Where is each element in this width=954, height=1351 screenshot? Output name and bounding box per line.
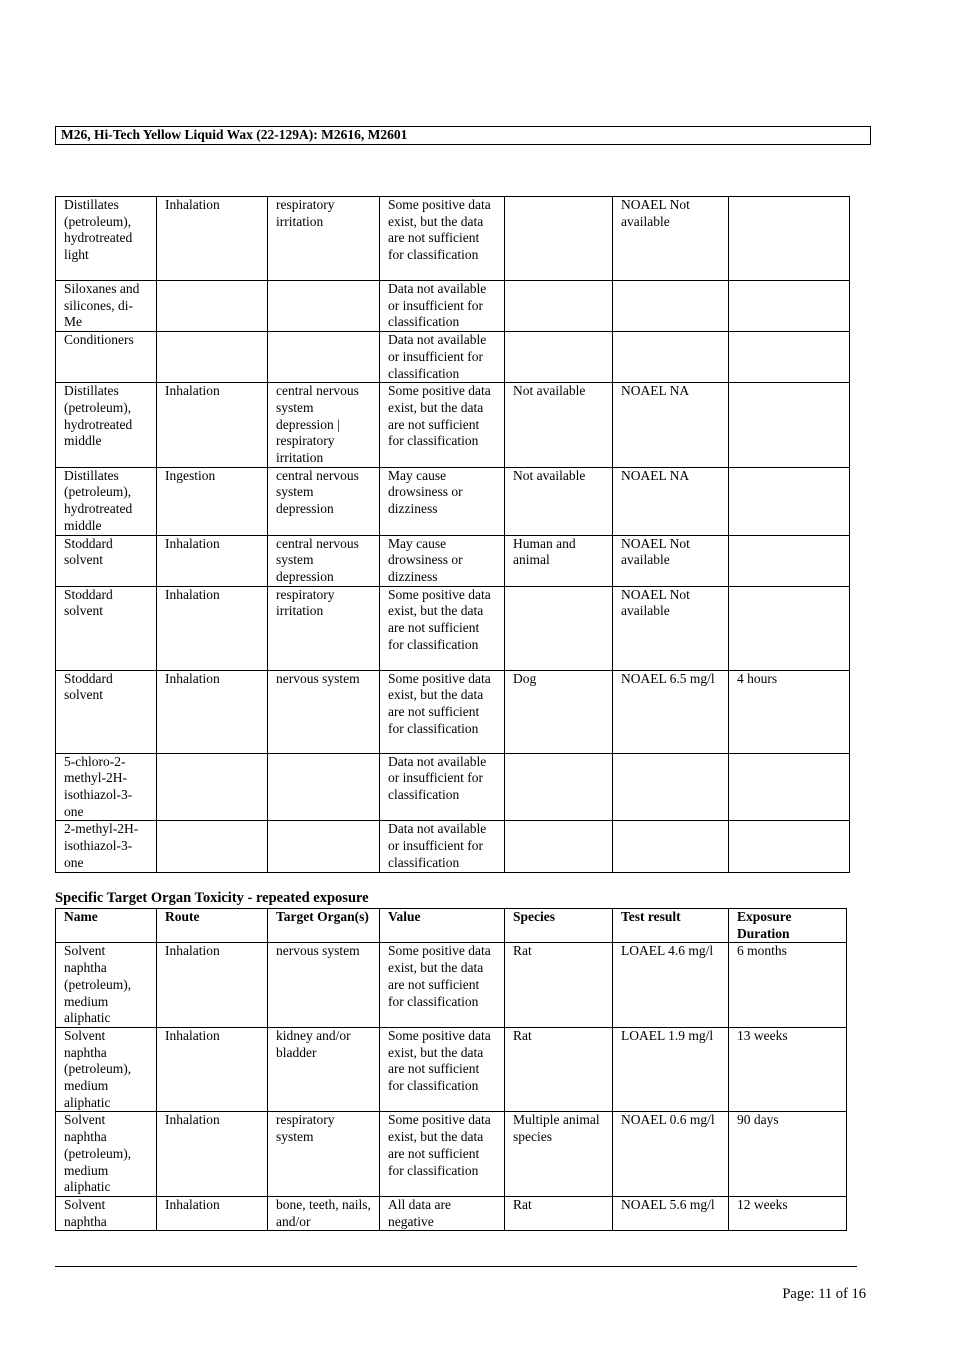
column-header-value: Value bbox=[380, 909, 505, 943]
cell-name: Solvent naphtha (petroleum), medium aliphatic bbox=[56, 943, 157, 1028]
cell-result: NOAEL NA bbox=[613, 383, 729, 468]
cell-name: Stoddard solvent bbox=[56, 670, 157, 753]
cell-duration bbox=[729, 197, 850, 281]
cell-result: NOAEL Not available bbox=[613, 197, 729, 281]
cell-value: All data are negative bbox=[380, 1196, 505, 1230]
cell-duration bbox=[729, 332, 850, 383]
column-header-result: Test result bbox=[613, 909, 729, 943]
footer-divider bbox=[55, 1266, 857, 1267]
cell-organ bbox=[268, 821, 380, 872]
cell-species: Dog bbox=[505, 670, 613, 753]
cell-result bbox=[613, 753, 729, 821]
cell-name: 2-methyl-2H-isothiazol-3-one bbox=[56, 821, 157, 872]
cell-result: NOAEL 6.5 mg/l bbox=[613, 670, 729, 753]
cell-result bbox=[613, 281, 729, 332]
table-row bbox=[56, 670, 850, 753]
table-header-row bbox=[56, 909, 847, 943]
cell-route: Inhalation bbox=[157, 943, 268, 1028]
column-header-organ: Target Organ(s) bbox=[268, 909, 380, 943]
cell-species: Rat bbox=[505, 1027, 613, 1112]
cell-value: Some positive data exist, but the data are not sufficient for classification bbox=[380, 670, 505, 753]
cell-organ: central nervous system depression bbox=[268, 467, 380, 535]
cell-result: NOAEL Not available bbox=[613, 586, 729, 670]
cell-name: Distillates (petroleum), hydrotreated light bbox=[56, 197, 157, 281]
cell-route: Ingestion bbox=[157, 467, 268, 535]
cell-value: May cause drowsiness or dizziness bbox=[380, 467, 505, 535]
cell-result: NOAEL 5.6 mg/l bbox=[613, 1196, 729, 1230]
table-row bbox=[56, 197, 850, 281]
table-row bbox=[56, 1196, 847, 1230]
table-row bbox=[56, 943, 847, 1028]
cell-result bbox=[613, 821, 729, 872]
cell-route bbox=[157, 281, 268, 332]
cell-route: Inhalation bbox=[157, 1027, 268, 1112]
cell-organ: nervous system bbox=[268, 670, 380, 753]
cell-value: Some positive data exist, but the data are not sufficient for classification bbox=[380, 1027, 505, 1112]
cell-organ: respiratory irritation bbox=[268, 197, 380, 281]
cell-species bbox=[505, 586, 613, 670]
cell-value: Some positive data exist, but the data are not sufficient for classification bbox=[380, 197, 505, 281]
cell-species bbox=[505, 821, 613, 872]
table-row bbox=[56, 753, 850, 821]
column-header-route: Route bbox=[157, 909, 268, 943]
cell-value: Data not available or insufficient for classification bbox=[380, 281, 505, 332]
cell-name: Solvent naphtha (petroleum), medium aliphatic bbox=[56, 1027, 157, 1112]
cell-organ: central nervous system depression | respiratory irritation bbox=[268, 383, 380, 468]
cell-duration bbox=[729, 586, 850, 670]
cell-route: Inhalation bbox=[157, 670, 268, 753]
table-row bbox=[56, 383, 850, 468]
cell-value: Some positive data exist, but the data are not sufficient for classification bbox=[380, 1112, 505, 1197]
cell-species bbox=[505, 753, 613, 821]
section-title-repeated-exposure: Specific Target Organ Toxicity - repeated exposure bbox=[55, 890, 369, 906]
cell-duration: 6 months bbox=[729, 943, 847, 1028]
table-row bbox=[56, 535, 850, 586]
cell-species: Multiple animal species bbox=[505, 1112, 613, 1197]
cell-organ: nervous system bbox=[268, 943, 380, 1028]
cell-value: Some positive data exist, but the data are not sufficient for classification bbox=[380, 943, 505, 1028]
cell-duration bbox=[729, 821, 850, 872]
cell-value: Some positive data exist, but the data are not sufficient for classification bbox=[380, 383, 505, 468]
cell-duration bbox=[729, 753, 850, 821]
cell-duration: 12 weeks bbox=[729, 1196, 847, 1230]
single-exposure-table bbox=[55, 196, 850, 873]
cell-organ: bone, teeth, nails, and/or bbox=[268, 1196, 380, 1230]
cell-value: Data not available or insufficient for classification bbox=[380, 821, 505, 872]
cell-duration bbox=[729, 535, 850, 586]
cell-species: Rat bbox=[505, 943, 613, 1028]
cell-duration: 13 weeks bbox=[729, 1027, 847, 1112]
cell-name: Siloxanes and silicones, di-Me bbox=[56, 281, 157, 332]
cell-species: Not available bbox=[505, 383, 613, 468]
cell-duration bbox=[729, 383, 850, 468]
cell-name: Stoddard solvent bbox=[56, 586, 157, 670]
table-row bbox=[56, 586, 850, 670]
cell-name: Solvent naphtha bbox=[56, 1196, 157, 1230]
repeated-exposure-table bbox=[55, 908, 847, 1231]
cell-result: LOAEL 4.6 mg/l bbox=[613, 943, 729, 1028]
cell-value: Data not available or insufficient for classification bbox=[380, 332, 505, 383]
cell-route: Inhalation bbox=[157, 383, 268, 468]
cell-result bbox=[613, 332, 729, 383]
table-row bbox=[56, 281, 850, 332]
cell-organ: respiratory irritation bbox=[268, 586, 380, 670]
cell-route: Inhalation bbox=[157, 1112, 268, 1197]
cell-organ: central nervous system depression bbox=[268, 535, 380, 586]
table-row bbox=[56, 821, 850, 872]
cell-organ: kidney and/or bladder bbox=[268, 1027, 380, 1112]
cell-value: May cause drowsiness or dizziness bbox=[380, 535, 505, 586]
cell-species: Human and animal bbox=[505, 535, 613, 586]
cell-species: Not available bbox=[505, 467, 613, 535]
cell-species bbox=[505, 197, 613, 281]
cell-organ bbox=[268, 753, 380, 821]
column-header-duration: Exposure Duration bbox=[729, 909, 847, 943]
cell-route: Inhalation bbox=[157, 197, 268, 281]
cell-duration bbox=[729, 281, 850, 332]
cell-result: NOAEL 0.6 mg/l bbox=[613, 1112, 729, 1197]
cell-name: Solvent naphtha (petroleum), medium aliphatic bbox=[56, 1112, 157, 1197]
column-header-species: Species bbox=[505, 909, 613, 943]
cell-organ bbox=[268, 332, 380, 383]
page-number: Page: 11 of 16 bbox=[782, 1286, 866, 1302]
cell-duration bbox=[729, 467, 850, 535]
cell-name: Distillates (petroleum), hydrotreated middle bbox=[56, 383, 157, 468]
cell-name: Distillates (petroleum), hydrotreated middle bbox=[56, 467, 157, 535]
cell-species bbox=[505, 281, 613, 332]
cell-route bbox=[157, 753, 268, 821]
cell-organ: respiratory system bbox=[268, 1112, 380, 1197]
cell-name: Stoddard solvent bbox=[56, 535, 157, 586]
cell-species: Rat bbox=[505, 1196, 613, 1230]
cell-duration: 90 days bbox=[729, 1112, 847, 1197]
table-row bbox=[56, 332, 850, 383]
cell-organ bbox=[268, 281, 380, 332]
cell-name: Conditioners bbox=[56, 332, 157, 383]
column-header-name: Name bbox=[56, 909, 157, 943]
cell-route bbox=[157, 821, 268, 872]
cell-value: Some positive data exist, but the data are not sufficient for classification bbox=[380, 586, 505, 670]
cell-route bbox=[157, 332, 268, 383]
document-header-title: M26, Hi-Tech Yellow Liquid Wax (22-129A): M2616, M2601 bbox=[55, 126, 871, 145]
cell-result: NOAEL Not available bbox=[613, 535, 729, 586]
cell-value: Data not available or insufficient for classification bbox=[380, 753, 505, 821]
table-row bbox=[56, 467, 850, 535]
table-row bbox=[56, 1112, 847, 1197]
cell-result: LOAEL 1.9 mg/l bbox=[613, 1027, 729, 1112]
cell-duration: 4 hours bbox=[729, 670, 850, 753]
cell-route: Inhalation bbox=[157, 586, 268, 670]
cell-result: NOAEL NA bbox=[613, 467, 729, 535]
cell-name: 5-chloro-2-methyl-2H-isothiazol-3-one bbox=[56, 753, 157, 821]
cell-route: Inhalation bbox=[157, 535, 268, 586]
cell-route: Inhalation bbox=[157, 1196, 268, 1230]
cell-species bbox=[505, 332, 613, 383]
table-row bbox=[56, 1027, 847, 1112]
